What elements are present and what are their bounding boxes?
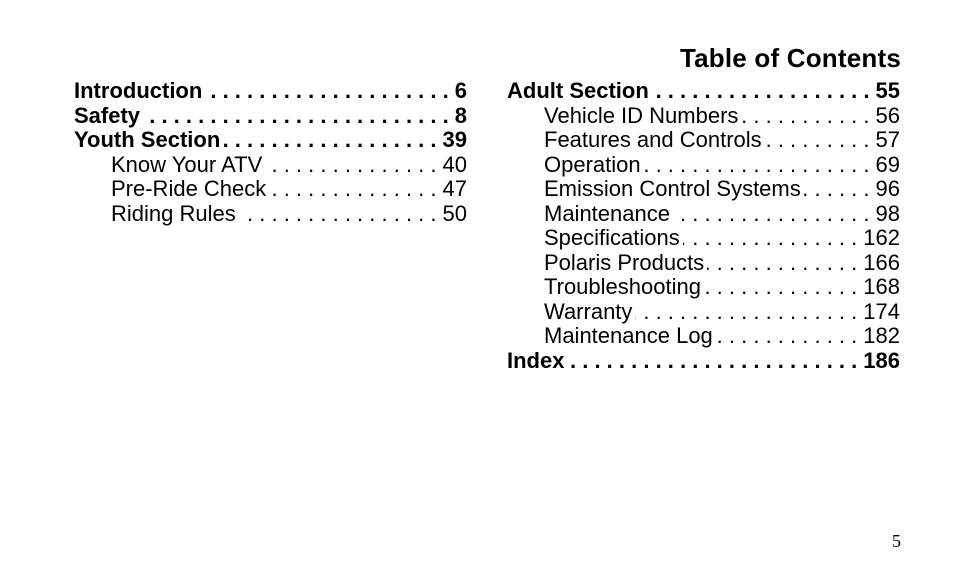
dot-leader — [765, 128, 870, 153]
toc-entry-label: Safety — [74, 102, 141, 128]
toc-entry-label: Adult Section — [507, 78, 649, 103]
dot-leader — [683, 226, 858, 251]
toc-entry-label: Polaris Products — [544, 249, 705, 275]
page-title: Table of Contents — [679, 43, 901, 73]
toc-entry-label: Pre-Ride Check — [111, 176, 267, 201]
toc-entry-pre-ride-check[interactable] — [74, 177, 467, 202]
dot-leader — [223, 128, 436, 153]
dot-leader — [269, 177, 436, 202]
toc-entry-label: Maintenance — [544, 200, 670, 226]
dot-leader — [265, 153, 436, 178]
toc-entry-index[interactable] — [507, 349, 900, 374]
toc-left-column — [74, 79, 467, 226]
dot-leader — [652, 79, 870, 104]
toc-entry-label: Warranty — [544, 298, 633, 324]
toc-entry-page: 57 — [875, 127, 900, 152]
toc-entry-page: 96 — [875, 176, 900, 201]
toc-entry-maintenance[interactable] — [507, 202, 900, 227]
toc-entry-label: Vehicle ID Numbers — [544, 102, 739, 128]
toc-entry-riding-rules[interactable] — [74, 202, 467, 227]
dot-leader — [644, 153, 870, 178]
dot-leader — [143, 104, 449, 129]
toc-entry-features-and-controls[interactable] — [507, 128, 900, 153]
toc-entry-specifications[interactable] — [507, 226, 900, 251]
toc-entry-label: Riding Rules — [111, 200, 236, 226]
toc-entry-label: Troubleshooting — [544, 274, 701, 299]
page-number: 5 — [892, 531, 901, 551]
toc-entry-maintenance-log[interactable] — [507, 324, 900, 349]
dot-leader — [804, 177, 870, 202]
toc-entry-page: 47 — [442, 176, 467, 201]
toc-entry-youth-section[interactable] — [74, 128, 467, 153]
toc-entry-label: Maintenance Log — [544, 323, 713, 348]
toc-entry-page: 162 — [863, 225, 900, 250]
dot-leader — [716, 324, 857, 349]
toc-entry-label: Know Your ATV — [111, 151, 263, 177]
toc-entry-label: Features and Controls — [544, 127, 762, 152]
dot-leader — [205, 79, 448, 104]
toc-entry-label: Specifications — [544, 225, 680, 250]
dot-leader — [704, 275, 857, 300]
toc-entry-page: 166 — [863, 249, 900, 275]
toc-entry-page: 56 — [875, 102, 900, 128]
toc-entry-page: 55 — [875, 78, 900, 103]
toc-entry-page: 40 — [442, 151, 467, 177]
toc-entry-safety[interactable] — [74, 104, 467, 129]
dot-leader — [635, 300, 857, 325]
toc-entry-troubleshooting[interactable] — [507, 275, 900, 300]
dot-leader — [567, 349, 857, 374]
toc-entry-page: 182 — [863, 323, 900, 348]
toc-entry-page: 39 — [442, 127, 467, 152]
toc-entry-page: 186 — [863, 347, 900, 373]
toc-entry-page: 50 — [442, 200, 467, 226]
toc-entry-adult-section[interactable] — [507, 79, 900, 104]
toc-entry-page: 6 — [454, 78, 467, 103]
toc-entry-vehicle-id-numbers[interactable] — [507, 104, 900, 129]
toc-entry-page: 69 — [875, 151, 900, 177]
toc-entry-page: 98 — [875, 200, 900, 226]
toc-entry-emission-control-systems[interactable] — [507, 177, 900, 202]
toc-entry-label: Index — [507, 347, 565, 373]
dot-leader — [707, 251, 857, 276]
toc-entry-page: 168 — [863, 274, 900, 299]
toc-entry-page: 8 — [454, 102, 467, 128]
dot-leader — [239, 202, 437, 227]
toc-entry-know-your-atv[interactable] — [74, 153, 467, 178]
toc-entry-label: Introduction — [74, 78, 203, 103]
toc-right-column — [507, 79, 900, 373]
dot-leader — [673, 202, 870, 227]
dot-leader — [741, 104, 869, 129]
toc-entry-label: Youth Section — [74, 127, 221, 152]
toc-entry-page: 174 — [863, 298, 900, 324]
toc-entry-label: Emission Control Systems — [544, 176, 801, 201]
toc-entry-introduction[interactable] — [74, 79, 467, 104]
toc-entry-label: Operation — [544, 151, 641, 177]
toc-entry-warranty[interactable] — [507, 300, 900, 325]
toc-entry-operation[interactable] — [507, 153, 900, 178]
toc-entry-polaris-products[interactable] — [507, 251, 900, 276]
